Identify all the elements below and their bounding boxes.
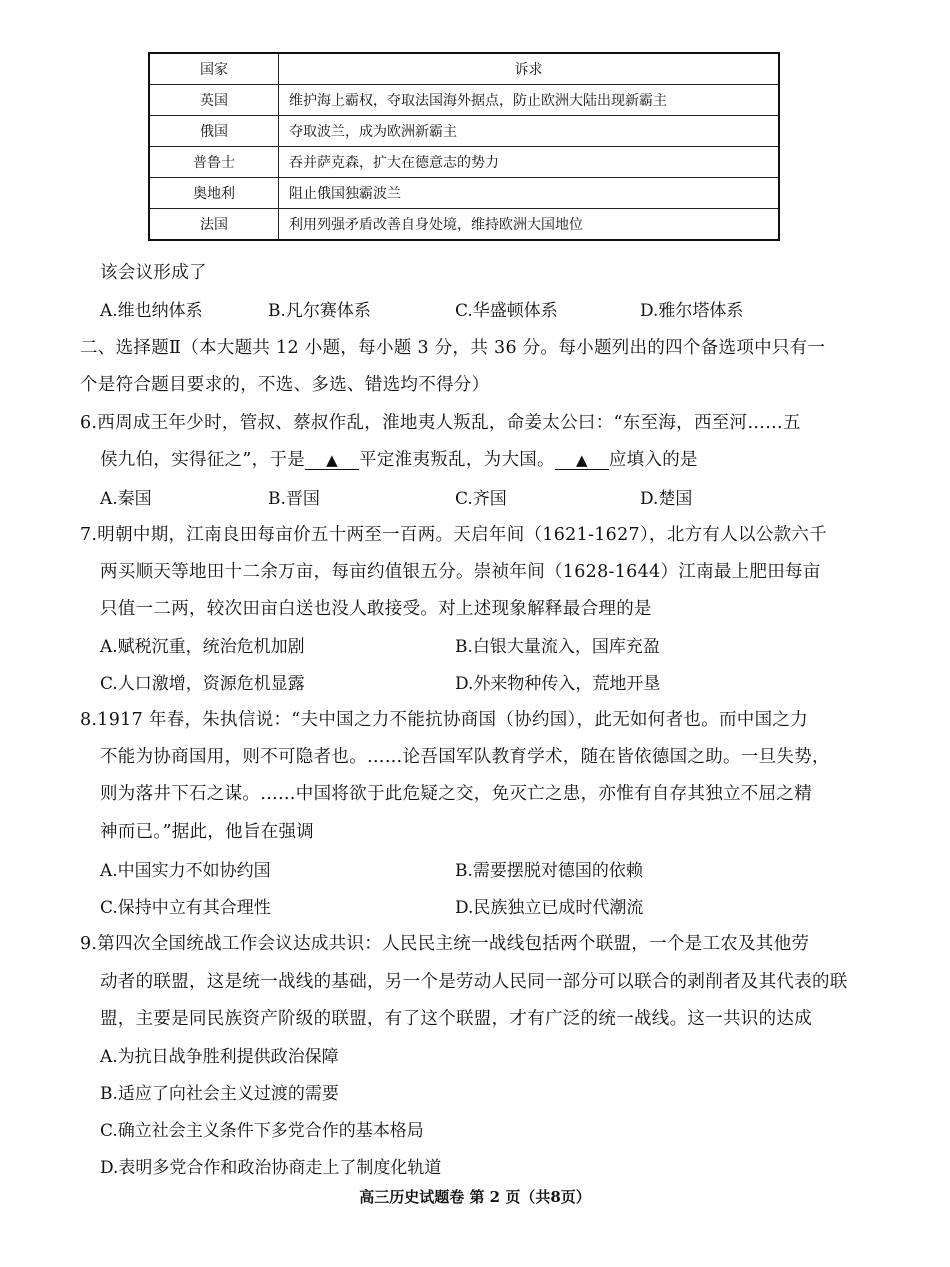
cell-claim: 阻止俄国独霸波兰 xyxy=(279,178,780,209)
q6-option-c: C.齐国 xyxy=(455,489,507,509)
cell-claim: 夺取波兰，成为欧洲新霸主 xyxy=(279,116,780,147)
table-header-row xyxy=(149,53,779,85)
answer-blank: ▲ xyxy=(305,451,359,470)
q5-option-a: A.维也纳体系 xyxy=(100,301,203,321)
q8-stem-line1: 8.1917 年春，朱执信说：“夫中国之力不能抗协商国（协约国），此无如何者也。而中国之力 xyxy=(80,710,808,730)
q9-option-a: A.为抗日战争胜利提供政治保障 xyxy=(100,1047,339,1067)
q9-stem-line3: 盟，主要是同民族资产阶级的联盟，有了这个联盟，才有广泛的统一战线。这一共识的达成 xyxy=(100,1009,812,1029)
table-row xyxy=(149,116,779,147)
cell-country: 普鲁士 xyxy=(149,147,279,178)
q5-option-c: C.华盛顿体系 xyxy=(455,301,558,321)
q7-option-a: A.赋税沉重，统治危机加剧 xyxy=(100,637,305,657)
q8-option-a: A.中国实力不如协约国 xyxy=(100,861,271,881)
section2-heading-line2: 个是符合题目要求的，不选、多选、错选均不得分） xyxy=(80,375,490,395)
cell-country: 法国 xyxy=(149,209,279,241)
q7-option-d: D.外来物种传入，荒地开垦 xyxy=(455,674,661,694)
q5-option-b: B.凡尔赛体系 xyxy=(268,301,371,321)
header-country: 国家 xyxy=(149,53,279,85)
cell-country: 英国 xyxy=(149,85,279,116)
q6-option-b: B.晋国 xyxy=(268,489,320,509)
q9-stem-line1: 9.第四次全国统战工作会议达成共识：人民民主统一战线包括两个联盟，一个是工农及其他劳 xyxy=(80,934,810,954)
q8-stem-line3: 则为落井下石之谋。……中国将欲于此危疑之交，免灭亡之患，亦惟有自存其独立不屈之精 xyxy=(100,784,812,804)
q5-stem: 该会议形成了 xyxy=(100,263,207,283)
q6-text-c: 应填入的是 xyxy=(608,450,698,470)
q7-stem-line1: 7.明朝中期，江南良田每亩价五十两至一百两。天启年间（1621-1627），北方有人以公款六千 xyxy=(80,525,828,545)
header-claim: 诉求 xyxy=(279,53,780,85)
q6-option-a: A.秦国 xyxy=(100,489,152,509)
answer-blank: ▲ xyxy=(555,451,609,470)
q7-stem-line2: 两买顺天等地田十二余万亩，每亩约值银五分。崇祯年间（1628-1644）江南最上肥田每亩 xyxy=(100,562,821,582)
page-footer: 高三历史试题卷 第 2 页（共8页） xyxy=(359,1188,591,1206)
cell-claim: 维护海上霸权，夺取法国海外据点，防止欧洲大陆出现新霸主 xyxy=(279,85,780,116)
q8-option-b: B.需要摆脱对德国的依赖 xyxy=(455,861,643,881)
table-row xyxy=(149,147,779,178)
q7-option-c: C.人口激增，资源危机显露 xyxy=(100,674,305,694)
q8-option-d: D.民族独立已成时代潮流 xyxy=(455,898,644,918)
cell-country: 奥地利 xyxy=(149,178,279,209)
q9-option-d: D.表明多党合作和政治协商走上了制度化轨道 xyxy=(100,1158,442,1178)
q6-option-d: D.楚国 xyxy=(640,489,693,509)
table-row xyxy=(149,85,779,116)
q5-option-d: D.雅尔塔体系 xyxy=(640,301,744,321)
cell-claim: 吞并萨克森，扩大在德意志的势力 xyxy=(279,147,780,178)
q8-stem-line4: 神而已。”据此，他旨在强调 xyxy=(100,822,315,842)
cell-claim: 利用列强矛盾改善自身处境，维持欧洲大国地位 xyxy=(279,209,780,241)
cell-country: 俄国 xyxy=(149,116,279,147)
q6-text-b: 平定淮夷叛乱，为大国。 xyxy=(359,450,555,470)
q6-text-a: 侯九伯，实得征之”，于是 xyxy=(100,450,306,470)
q6-stem-line2 xyxy=(100,446,698,471)
table-row xyxy=(149,178,779,209)
q7-stem-line3: 只值一二两，较次田亩白送也没人敢接受。对上述现象解释最合理的是 xyxy=(100,599,652,619)
q8-stem-line2: 不能为协商国用，则不可隐者也。……论吾国军队教育学术，随在皆依德国之助。一旦失势， xyxy=(100,747,830,767)
q7-option-b: B.白银大量流入，国库充盈 xyxy=(455,637,660,657)
q9-stem-line2: 动者的联盟，这是统一战线的基础，另一个是劳动人民同一部分可以联合的剥削者及其代表的联 xyxy=(100,972,848,992)
q8-option-c: C.保持中立有其合理性 xyxy=(100,898,271,918)
q9-option-c: C.确立社会主义条件下多党合作的基本格局 xyxy=(100,1121,424,1141)
country-claims-table xyxy=(148,52,780,241)
q6-stem-line1: 6.西周成王年少时，管叔、蔡叔作乱，淮地夷人叛乱，命姜太公曰：“东至海，西至河……五 xyxy=(80,413,801,433)
table-row xyxy=(149,209,779,241)
section2-heading-line1: 二、选择题Ⅱ（本大题共 12 小题，每小题 3 分，共 36 分。每小题列出的四个备选项中只有一 xyxy=(80,338,826,358)
q9-option-b: B.适应了向社会主义过渡的需要 xyxy=(100,1084,339,1104)
